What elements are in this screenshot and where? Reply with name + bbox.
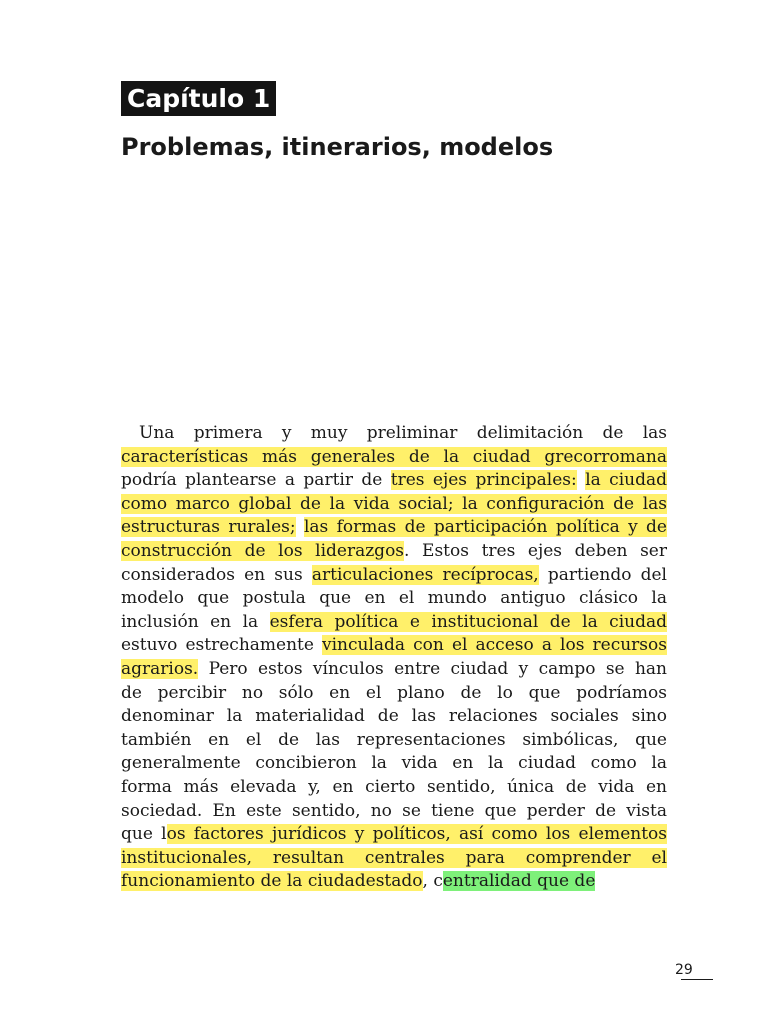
text-segment: también en el de las representaciones simbólicas, que [121, 729, 667, 750]
text-line [121, 752, 667, 776]
text-line [121, 587, 667, 611]
highlighted-text: agrarios. [121, 658, 199, 679]
highlighted-text: institucionales, resultan centrales para comprender el [121, 847, 667, 868]
text-line [121, 469, 667, 493]
highlighted-text: tres ejes principales: [390, 470, 577, 491]
text-segment: que l [121, 824, 167, 845]
page-number: 29 [675, 962, 693, 978]
text-line [121, 422, 667, 446]
text-line [121, 682, 667, 706]
text-line [121, 705, 667, 729]
text-segment [296, 517, 304, 537]
text-line [121, 823, 667, 847]
text-segment: considerados en sus [121, 564, 312, 585]
highlighted-text: funcionamiento de la ciudadestado [121, 871, 423, 892]
text-segment: de percibir no sólo en el plano de lo que podríamos [121, 682, 667, 703]
highlighted-text: características más generales de la ciudad grecorromana [121, 446, 667, 467]
text-segment: estuvo estrechamente [121, 635, 323, 656]
highlighted-text: articulaciones recíprocas, [311, 564, 539, 585]
highlighted-text-green: entralidad que de [442, 871, 596, 892]
page-number-rule [681, 979, 713, 980]
text-segment: podría plantearse a partir de [121, 470, 391, 491]
text-line [121, 564, 667, 588]
text-segment: sociedad. En este sentido, no se tiene que perder de vista [121, 800, 667, 821]
highlighted-text: estructuras rurales; [121, 517, 296, 538]
text-line [121, 847, 667, 871]
highlighted-text: construcción de los liderazgos [121, 540, 405, 561]
text-line [121, 658, 667, 682]
text-line [121, 634, 667, 658]
text-line [121, 446, 667, 470]
text-line [121, 800, 667, 824]
text-line [121, 516, 667, 540]
text-segment: inclusión en la [121, 611, 270, 632]
text-segment: denominar la materialidad de las relaciones sociales sino [121, 706, 667, 727]
text-segment: , c [422, 871, 443, 892]
text-segment: generalmente concibieron la vida en la ciudad como la [121, 753, 667, 774]
highlighted-text: como marco global de la vida social; la configuración de las [121, 493, 667, 514]
body-paragraph [121, 422, 667, 894]
highlighted-text: os factores jurídicos y políticos, así como los elementos [166, 824, 667, 845]
text-segment: . Estos tres ejes deben ser [404, 540, 667, 561]
highlighted-text: esfera política e institucional de la ciudad [269, 611, 667, 632]
text-line [121, 776, 667, 800]
text-line [121, 493, 667, 517]
chapter-label: Capítulo 1 [121, 81, 276, 116]
text-segment: partiendo del [538, 564, 667, 585]
text-segment: modelo que postula que en el mundo antiguo clásico la [121, 588, 667, 609]
text-line [121, 611, 667, 635]
highlighted-text: la ciudad [585, 470, 667, 491]
text-line [121, 870, 667, 894]
text-line [121, 729, 667, 753]
text-segment [577, 470, 585, 490]
text-segment: Una primera y muy preliminar delimitación de las [139, 423, 667, 443]
text-line [121, 540, 667, 564]
text-segment: Pero estos vínculos entre ciudad y campo se han [198, 658, 667, 679]
chapter-title: Problemas, itinerarios, modelos [121, 133, 554, 161]
highlighted-text: las formas de participación política y de [303, 517, 667, 538]
text-segment: forma más elevada y, en cierto sentido, única de vida en [121, 776, 667, 797]
highlighted-text: vinculada con el acceso a los recursos [322, 635, 667, 656]
